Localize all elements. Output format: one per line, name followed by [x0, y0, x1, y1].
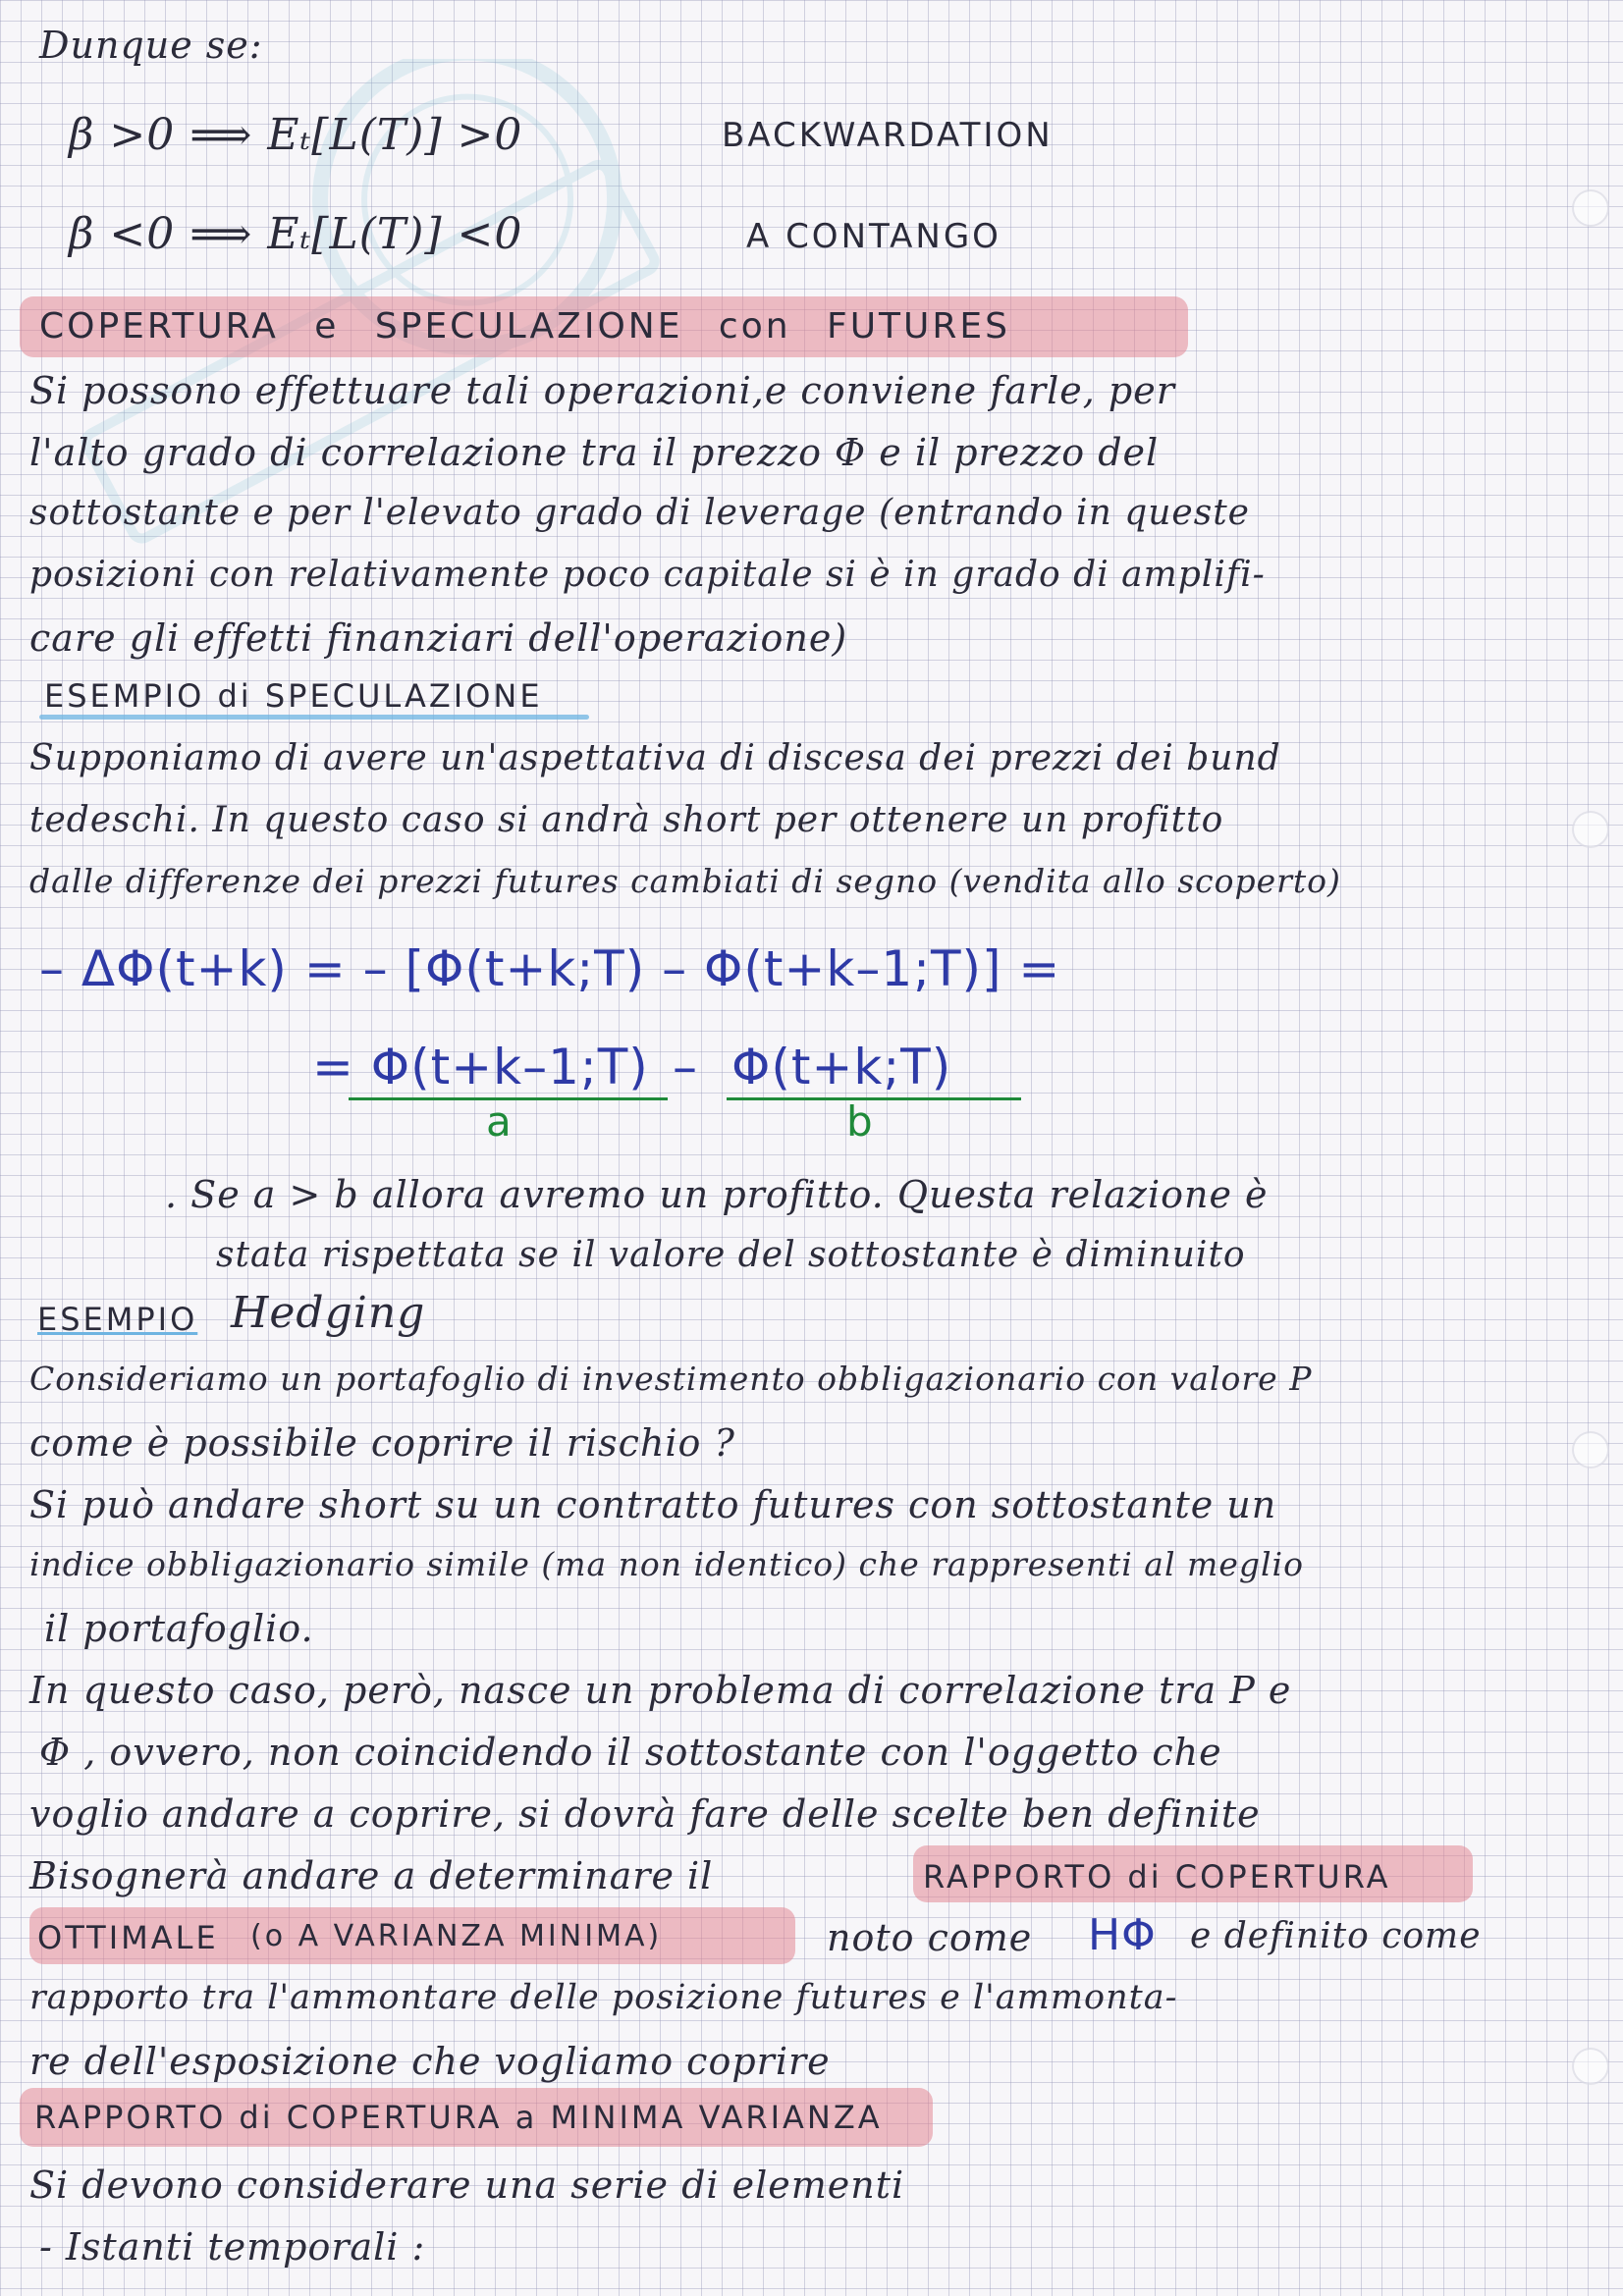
- text-line: Supponiamo di avere un'aspettativa di discesa dei prezzi dei bund: [29, 738, 1281, 778]
- formula-backwardation: β >0 ⟹ Eₜ[L(T)] >0: [69, 110, 523, 160]
- label-backwardation: BACKWARDATION: [722, 116, 1054, 155]
- equation-delta-phi: – ΔΦ(t+k) = – [Φ(t+k;T) – Φ(t+k–1;T)] =: [39, 940, 1061, 997]
- heading-esempio: ESEMPIO: [37, 1301, 198, 1338]
- heading-rapporto-minima-varianza: RAPPORTO di COPERTURA a MINIMA VARIANZA: [34, 2099, 883, 2136]
- text-line: Consideriamo un portafoglio di investimento obbligazionario con valore P: [29, 1360, 1313, 1398]
- heading-hedging: Hedging: [231, 1288, 426, 1338]
- punch-hole: [1572, 811, 1609, 848]
- text-line: indice obbligazionario simile (ma non identico) che rappresenti al meglio: [29, 1545, 1304, 1583]
- text-line: Si possono effettuare tali operazioni,e conviene farle, per: [29, 369, 1175, 412]
- text-line: Si può andare short su un contratto futures con sottostante un: [29, 1483, 1277, 1526]
- text-line: care gli effetti finanziari dell'operazione): [29, 616, 848, 660]
- formula-contango: β <0 ⟹ Eₜ[L(T)] <0: [69, 209, 523, 259]
- text-line: Dunque se:: [39, 24, 263, 67]
- text-line: In questo caso, però, nasce un problema di correlazione tra P e: [29, 1669, 1292, 1712]
- text-line: - Istanti temporali :: [39, 2225, 426, 2269]
- heading-copertura-speculazione: COPERTURA e SPECULAZIONE con FUTURES: [39, 306, 1011, 347]
- heading-esempio-speculazione: ESEMPIO di SPECULAZIONE: [44, 677, 543, 715]
- label-a: a: [486, 1097, 513, 1146]
- punch-hole: [1572, 2048, 1609, 2085]
- label-b: b: [846, 1097, 874, 1146]
- text-line: posizioni con relativamente poco capitale si è in grado di amplifi-: [29, 555, 1266, 595]
- text-line: dalle differenze dei prezzi futures cambiati di segno (vendita allo scoperto): [29, 862, 1341, 900]
- equation-term-a: = Φ(t+k–1;T): [312, 1039, 649, 1095]
- text-line: e definito come: [1190, 1916, 1482, 1956]
- equation-term-b: Φ(t+k;T): [731, 1039, 952, 1095]
- text-line: Bisognerà andare a determinare il: [29, 1854, 714, 1897]
- label-contango: A CONTANGO: [746, 217, 1001, 256]
- text-line: noto come: [827, 1916, 1033, 1959]
- text-line: re dell'esposizione che vogliamo coprire: [29, 2040, 831, 2083]
- text-line: stata rispettata se il valore del sottostante è diminuito: [216, 1235, 1246, 1275]
- text-line: il portafoglio.: [44, 1607, 314, 1650]
- punch-hole: [1572, 1431, 1609, 1468]
- underline-esempio-speculazione: [39, 715, 589, 720]
- equation-minus: –: [673, 1039, 698, 1095]
- text-line: Φ , ovvero, non coincidendo il sottostante con l'oggetto che: [39, 1731, 1222, 1774]
- text-line: . Se a > b allora avremo un profitto. Questa relazione è: [165, 1173, 1269, 1216]
- symbol-h-phi: HΦ: [1088, 1910, 1157, 1960]
- text-line: Si devono considerare una serie di elementi: [29, 2163, 905, 2207]
- text-line: rapporto tra l'ammontare delle posizione futures e l'ammonta-: [29, 1978, 1178, 2017]
- punch-hole: [1572, 189, 1609, 227]
- text-line: sottostante e per l'elevato grado di leverage (entrando in queste: [29, 493, 1250, 533]
- text-line: tedeschi. In questo caso si andrà short per ottenere un profitto: [29, 800, 1224, 840]
- text-line: voglio andare a coprire, si dovrà fare delle scelte ben definite: [29, 1792, 1261, 1836]
- text-line: l'alto grado di correlazione tra il prezzo Φ e il prezzo del: [29, 431, 1160, 474]
- term-rapporto-copertura: RAPPORTO di COPERTURA: [923, 1858, 1391, 1896]
- underline-term-b: [727, 1097, 1021, 1100]
- text-line: come è possibile coprire il rischio ?: [29, 1421, 735, 1465]
- term-ottimale: OTTIMALE: [37, 1919, 219, 1956]
- term-varianza-minima: (o A VARIANZA MINIMA): [250, 1919, 663, 1953]
